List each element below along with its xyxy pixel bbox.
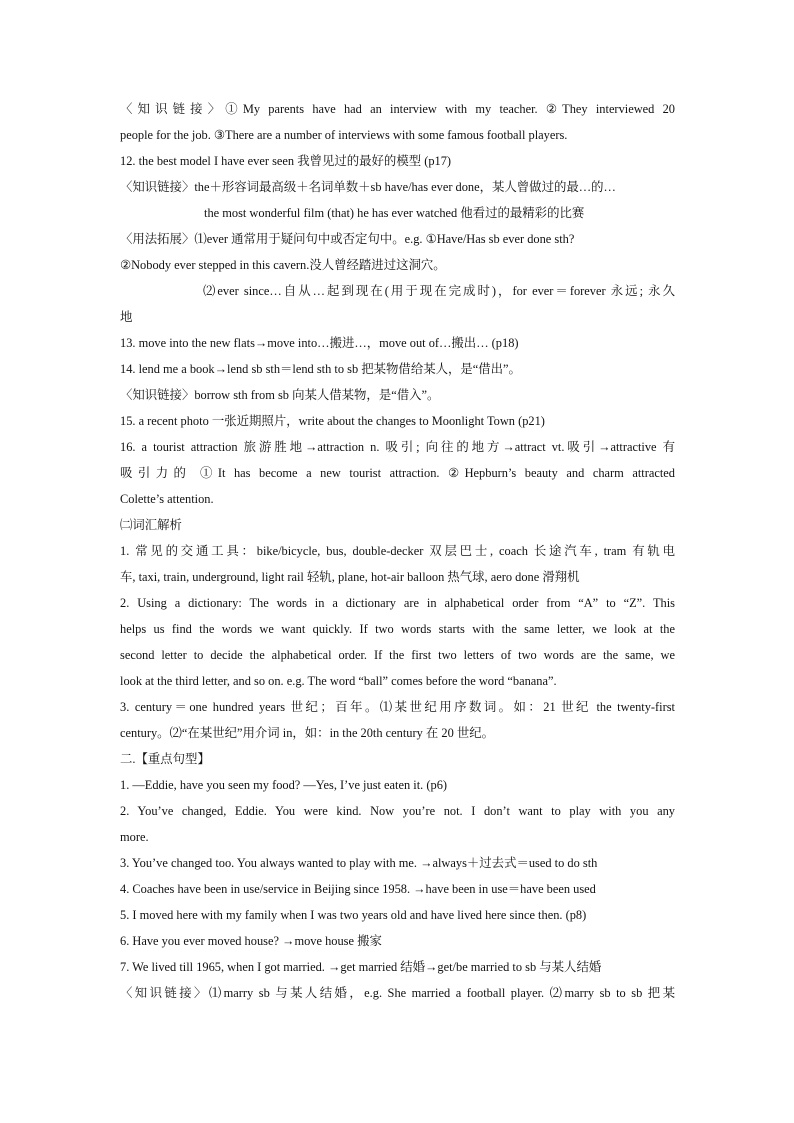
text-line: 〈用法拓展〉⑴ever 通常用于疑问句中或否定句中。e.g. ①Have/Has sb ever done sth?	[120, 232, 575, 246]
text-line: second letter to decide the alphabetical order. If the first two letters of two words are the same, we	[120, 648, 675, 662]
text-line: 6. Have you ever moved house? →move house 搬家	[120, 934, 382, 948]
text-line: 〈知识链接〉borrow sth from sb 向某人借某物，是“借入”。	[120, 388, 440, 402]
text-line: 12. the best model I have ever seen 我曾见过的最好的模型 (p17)	[120, 154, 452, 168]
text-line: 16. a tourist attraction 旅游胜地→attraction n. 吸引; 向往的地方→attract vt.吸引→attractive 有	[120, 440, 675, 454]
text-line: 〈知识链接〉the＋形容词最高级＋名词单数＋sb have/has ever done，某人曾做过的最…的…	[120, 180, 616, 194]
text-line: look at the third letter, and so on. e.g. The word “ball” comes before the word “banana”.	[120, 674, 557, 688]
text-line: 3. You’ve changed too. You always wanted to play with me. →always＋过去式＝used to do sth	[120, 856, 598, 870]
text-line: ②Nobody ever stepped in this cavern.没人曾经踏进过这洞穴。	[120, 258, 446, 272]
section-heading: 二.【重点句型】	[120, 752, 210, 766]
text-line: 车, taxi, train, underground, light rail 轻轨, plane, hot-air balloon 热气球, aero done 滑翔机	[120, 570, 580, 584]
text-line: 15. a recent photo 一张近期照片，write about the changes to Moonlight Town (p21)	[120, 414, 545, 428]
text-line: 地	[120, 310, 133, 324]
text-line: ⑵ever since…自从…起到现在(用于现在完成时)，for ever＝forever 永远; 永久	[203, 284, 675, 298]
text-line: century。⑵“在某世纪”用介词 in，如：in the 20th century 在 20 世纪。	[120, 726, 495, 740]
text-line: 2. Using a dictionary: The words in a dictionary are in alphabetical order from “A” to “Z”. This	[120, 596, 675, 610]
text-line: Colette’s attention.	[120, 492, 214, 506]
text-line: more.	[120, 830, 149, 844]
text-line: 14. lend me a book→lend sb sth＝lend sth to sb 把某物借给某人，是“借出”。	[120, 362, 521, 376]
text-line: 4. Coaches have been in use/service in Beijing since 1958. →have been in use＝have been used	[120, 882, 596, 896]
text-line: 〈知识链接〉①My parents have had an interview with my teacher. ②They interviewed 20	[120, 102, 675, 116]
text-line: 1. 常见的交通工具：bike/bicycle, bus, double-decker 双层巴士, coach 长途汽车, tram 有轨电	[120, 544, 675, 558]
section-heading: ㈡词汇解析	[120, 518, 182, 532]
text-line: 7. We lived till 1965, when I got married. →get married 结婚→get/be married to sb 与某人结婚	[120, 960, 602, 974]
text-line: 5. I moved here with my family when I was two years old and have lived here since then. (p8)	[120, 908, 587, 922]
text-line: the most wonderful film (that) he has ever watched 他看过的最精彩的比赛	[204, 206, 585, 220]
text-line: 1. —Eddie, have you seen my food? —Yes, I’ve just eaten it. (p6)	[120, 778, 448, 792]
text-line: 2. You’ve changed, Eddie. You were kind. Now you’re not. I don’t want to play with you any	[120, 804, 675, 818]
text-line: 〈知识链接〉⑴marry sb 与某人结婚，e.g. She married a football player. ⑵marry sb to sb 把某	[120, 986, 675, 1000]
text-line: 3. century＝one hundred years 世纪；百年。⑴某世纪用序数词。如：21 世纪 the twenty-first	[120, 700, 675, 714]
text-line: 13. move into the new flats→move into…搬进…，move out of…搬出… (p18)	[120, 336, 519, 350]
text-line: people for the job. ③There are a number of interviews with some famous football players.	[120, 128, 568, 142]
text-line: 吸引力的 ①It has become a new tourist attraction. ②Hepburn’s beauty and charm attracted	[120, 466, 675, 480]
text-line: helps us find the words we want quickly. If two words starts with the same letter, we look at the	[120, 622, 675, 636]
